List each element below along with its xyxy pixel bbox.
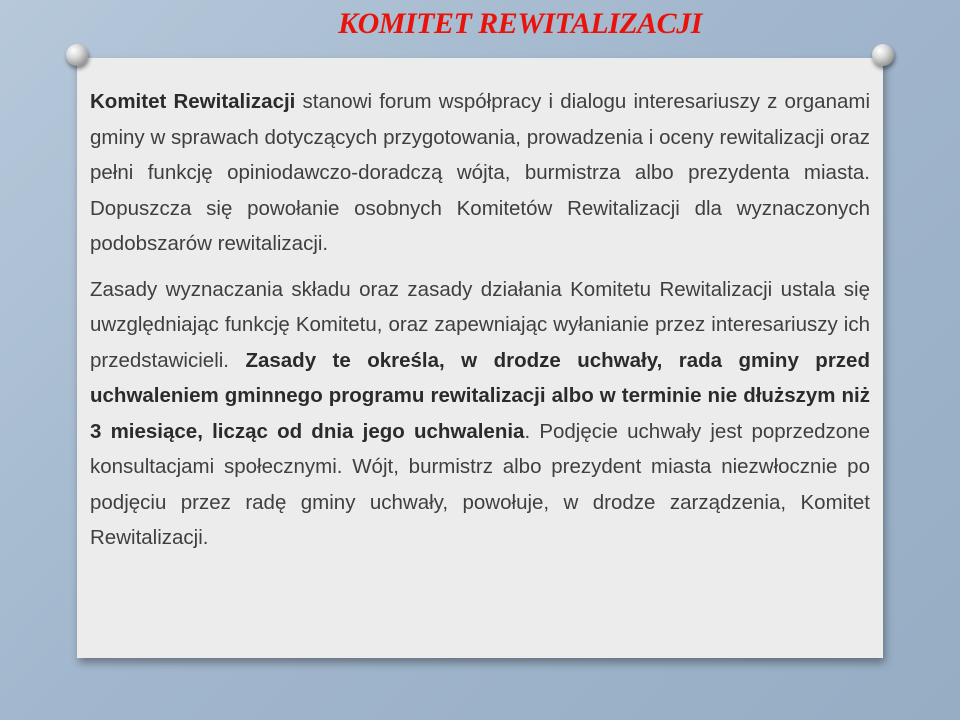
pushpin-icon: [66, 44, 88, 66]
slide-body-text: [90, 84, 870, 556]
paragraph-2-bold: Zasady te określa, w drodze uchwały, rada gminy przed uchwaleniem gminnego programu rewitalizacji albo w terminie nie dłuższym niż 3 miesiące, licząc od dnia jego uchwalenia: [90, 348, 870, 443]
paragraph-1-text: stanowi forum współpracy i dialogu interesariuszy z organami gminy w sprawach dotyczących przygotowania, prowadzenia i oceny rewitalizacji oraz pełni funkcję opiniodawczo-doradczą wójta, burmistrza albo prezydenta miasta. Dopuszcza się powołanie osobnych Komitetów Rewitalizacji dla wyznaczonych podobszarów rewitalizacji.: [90, 90, 870, 255]
paragraph-2: [90, 272, 870, 556]
paragraph-2-text-2: . Podjęcie uchwały jest poprzedzone konsultacjami społecznymi. Wójt, burmistrz albo prezydent miasta niezwłocznie po podjęciu przez radę gminy uchwały, powołuje, w drodze zarządzenia, Komitet Rewitalizacji.: [90, 419, 870, 549]
slide-title: KOMITET REWITALIZACJI: [338, 7, 702, 40]
pushpin-icon: [872, 44, 894, 66]
paragraph-1: [90, 84, 870, 262]
paragraph-1-lead: Komitet Rewitalizacji: [90, 90, 296, 113]
paragraph-2-text-1: Zasady wyznaczania składu oraz zasady działania Komitetu Rewitalizacji ustala się uwzględniając funkcję Komitetu, oraz zapewniając wyłanianie przez interesariuszy ich przedstawicieli.: [90, 277, 870, 372]
